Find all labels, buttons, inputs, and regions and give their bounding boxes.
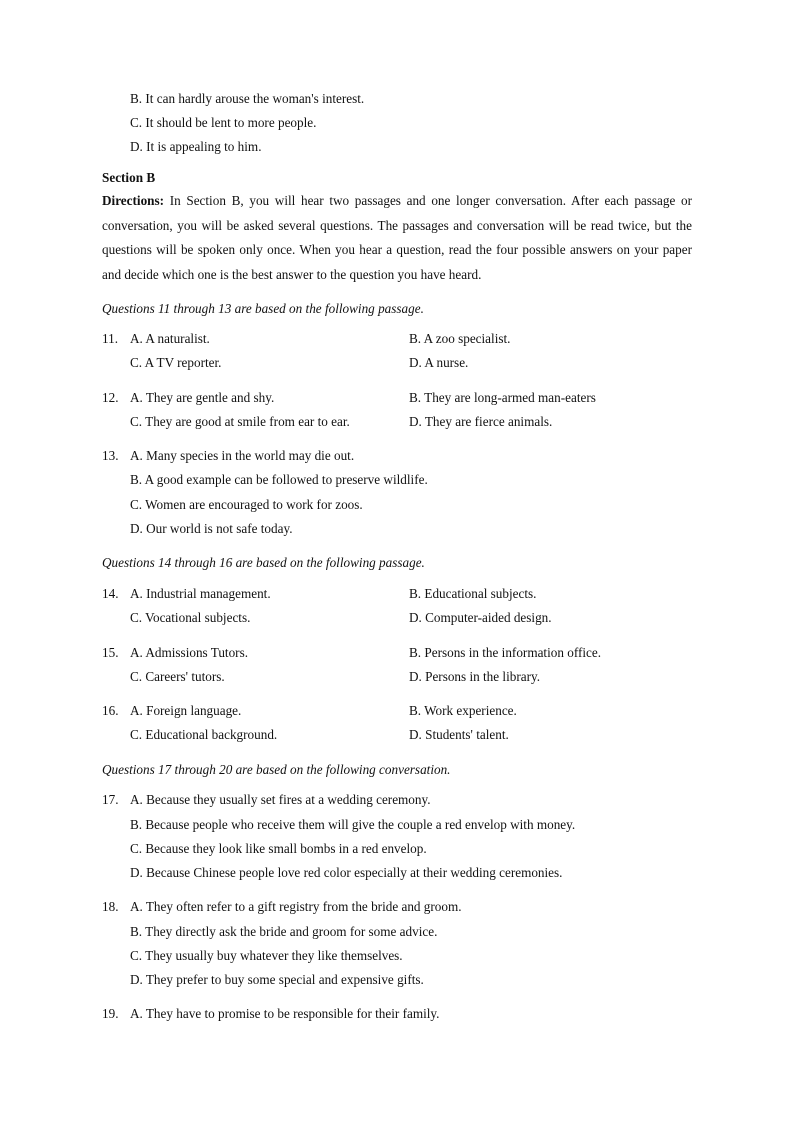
option-d: D. Students' talent. xyxy=(409,727,509,742)
question-number: 19. xyxy=(102,1006,119,1021)
question-number: 12. xyxy=(102,390,119,405)
option-d: D. They prefer to buy some special and expensive gifts. xyxy=(130,972,424,987)
option-d: D. They are fierce animals. xyxy=(409,414,553,429)
option-c: C. Because they look like small bombs in a red envelop. xyxy=(130,841,427,856)
question-number: 18. xyxy=(102,899,119,914)
option-a: A. Industrial management. xyxy=(130,586,271,601)
q10-option-c: C. It should be lent to more people. xyxy=(130,115,317,130)
question-number: 13. xyxy=(102,448,119,463)
questions-14-16-heading: Questions 14 through 16 are based on the following passage. xyxy=(102,555,425,570)
section-b-directions xyxy=(102,189,692,287)
option-b: B. A zoo specialist. xyxy=(409,331,511,346)
option-b: B. They directly ask the bride and groom for some advice. xyxy=(130,924,438,939)
question-number: 16. xyxy=(102,703,119,718)
option-a: A. Foreign language. xyxy=(130,703,242,718)
option-a: A. They often refer to a gift registry from the bride and groom. xyxy=(130,899,462,914)
option-b: B. Educational subjects. xyxy=(409,586,537,601)
option-c: C. Vocational subjects. xyxy=(130,610,251,625)
question-number: 15. xyxy=(102,645,119,660)
option-c: C. A TV reporter. xyxy=(130,355,222,370)
option-c: C. They are good at smile from ear to ear. xyxy=(130,414,350,429)
option-d: D. Persons in the library. xyxy=(409,669,540,684)
option-c: C. Women are encouraged to work for zoos. xyxy=(130,497,363,512)
option-a: A. Because they usually set fires at a wedding ceremony. xyxy=(130,792,431,807)
option-a: A. A naturalist. xyxy=(130,331,210,346)
option-d: D. A nurse. xyxy=(409,355,469,370)
q10-option-b: B. It can hardly arouse the woman's interest. xyxy=(130,91,365,106)
option-b: B. Work experience. xyxy=(409,703,517,718)
q10-option-d: D. It is appealing to him. xyxy=(130,139,262,154)
option-c: C. Educational background. xyxy=(130,727,278,742)
option-a: A. They are gentle and shy. xyxy=(130,390,275,405)
option-b: B. A good example can be followed to preserve wildlife. xyxy=(130,472,428,487)
questions-17-20-heading: Questions 17 through 20 are based on the following conversation. xyxy=(102,762,451,777)
question-number: 11. xyxy=(102,331,118,346)
directions-label: Directions: xyxy=(102,193,165,208)
option-a: A. Admissions Tutors. xyxy=(130,645,248,660)
option-a: A. Many species in the world may die out. xyxy=(130,448,355,463)
option-b: B. They are long-armed man-eaters xyxy=(409,390,596,405)
question-number: 17. xyxy=(102,792,119,807)
question-number: 14. xyxy=(102,586,119,601)
option-d: D. Because Chinese people love red color especially at their wedding ceremonies. xyxy=(130,865,563,880)
option-b: B. Because people who receive them will give the couple a red envelop with money. xyxy=(130,817,576,832)
option-c: C. Careers' tutors. xyxy=(130,669,225,684)
directions-text: In Section B, you will hear two passages and one longer conversation. After each passage or conversation, you will be asked several questions. The passages and conversation will be read twice, but the questions will be spoken only once. When you hear a question, read the four possible answers on your paper and decide which one is the best answer to the question you have heard. xyxy=(102,193,692,282)
option-d: D. Computer-aided design. xyxy=(409,610,552,625)
option-d: D. Our world is not safe today. xyxy=(130,521,293,536)
section-b-title: Section B xyxy=(102,170,156,185)
option-b: B. Persons in the information office. xyxy=(409,645,602,660)
option-a: A. They have to promise to be responsible for their family. xyxy=(130,1006,440,1021)
option-c: C. They usually buy whatever they like themselves. xyxy=(130,948,403,963)
questions-11-13-heading: Questions 11 through 13 are based on the following passage. xyxy=(102,301,424,316)
